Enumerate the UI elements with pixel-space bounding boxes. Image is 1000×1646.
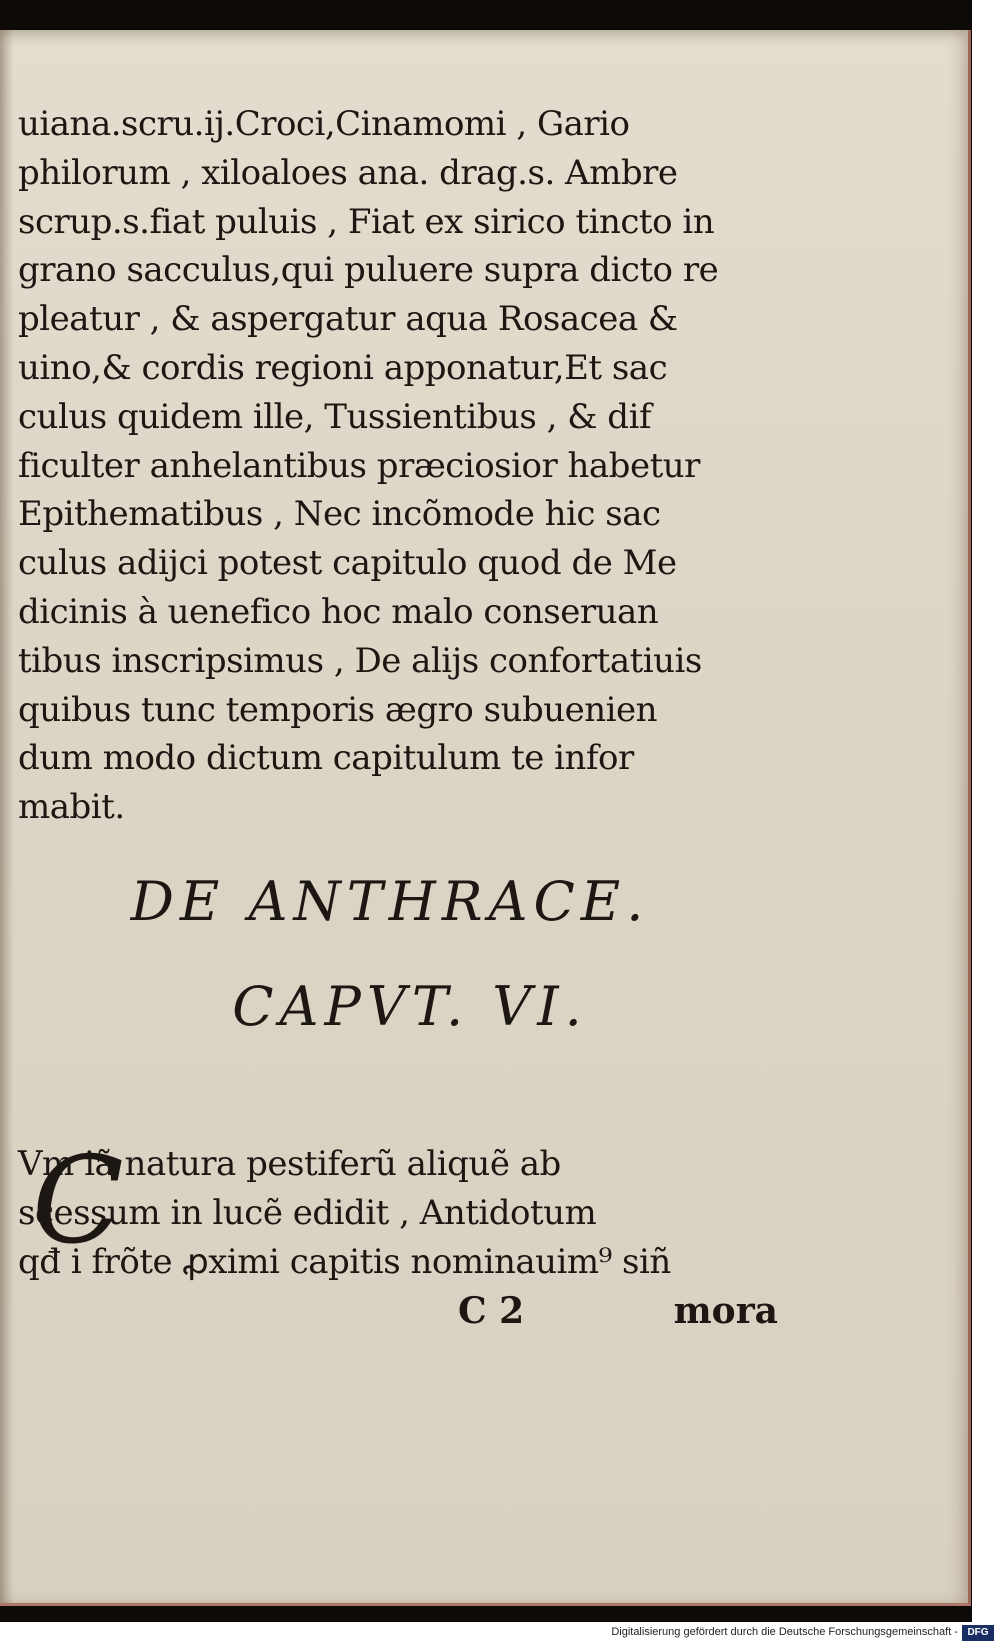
text-line: pleatur , & aspergatur aqua Rosacea & xyxy=(18,299,678,340)
text-line: quibus tunc temporis ægro subuenien xyxy=(18,689,658,730)
paragraph-2 xyxy=(18,1132,778,1286)
text-line: tibus inscripsimus , De alijs confortatiuis xyxy=(18,640,702,681)
book-page xyxy=(0,30,971,1606)
signature-mark: C 2 xyxy=(458,1290,525,1332)
chapter-number: CAPVT. VI. xyxy=(232,975,588,1038)
text-line: dum modo dictum capitulum te infor xyxy=(18,738,634,779)
text-line: scrup.s.fiat puluis , Fiat ex sirico tincto in xyxy=(18,201,715,242)
credit-bar xyxy=(0,1622,1000,1646)
text-line: culus adijci potest capitulo quod de Me xyxy=(18,543,677,584)
text-line: dicinis à uenefico hoc malo conseruan xyxy=(18,591,659,632)
paragraph-1 xyxy=(18,100,778,832)
text-line: mabit. xyxy=(18,787,125,828)
page-footer xyxy=(18,1290,778,1338)
text-line: Epithematibus , Nec incõmode hic sac xyxy=(18,494,661,535)
text-line: culus quidem ille, Tussientibus , & dif xyxy=(18,396,652,437)
dfg-logo-icon: DFG xyxy=(962,1625,994,1641)
text-line: qđ i frõte ꝓximi capitis nominauim⁹ siñ xyxy=(18,1241,671,1282)
text-line: philorum , xiloaloes ana. drag.s. Ambre xyxy=(18,152,678,193)
text-line: ficulter anhelantibus præciosior habetur xyxy=(18,445,700,486)
catchword: mora xyxy=(673,1290,778,1332)
text-line: Vm iã natura pestiferũ aliquẽ ab xyxy=(18,1144,561,1184)
text-line: uiana.scru.ij.Croci,Cinamomi , Gario xyxy=(18,104,630,144)
chapter-title: DE ANTHRACE. xyxy=(130,870,650,933)
text-line: grano sacculus,qui puluere supra dicto re xyxy=(18,250,719,291)
credit-text: Digitalisierung gefördert durch die Deutsche Forschungsgemeinschaft - xyxy=(611,1626,958,1638)
drop-cap: C xyxy=(32,1132,124,1271)
text-line: uino,& cordis regioni apponatur,Et sac xyxy=(18,347,668,388)
text-line: scessum in lucẽ edidit , Antidotum xyxy=(18,1192,597,1233)
